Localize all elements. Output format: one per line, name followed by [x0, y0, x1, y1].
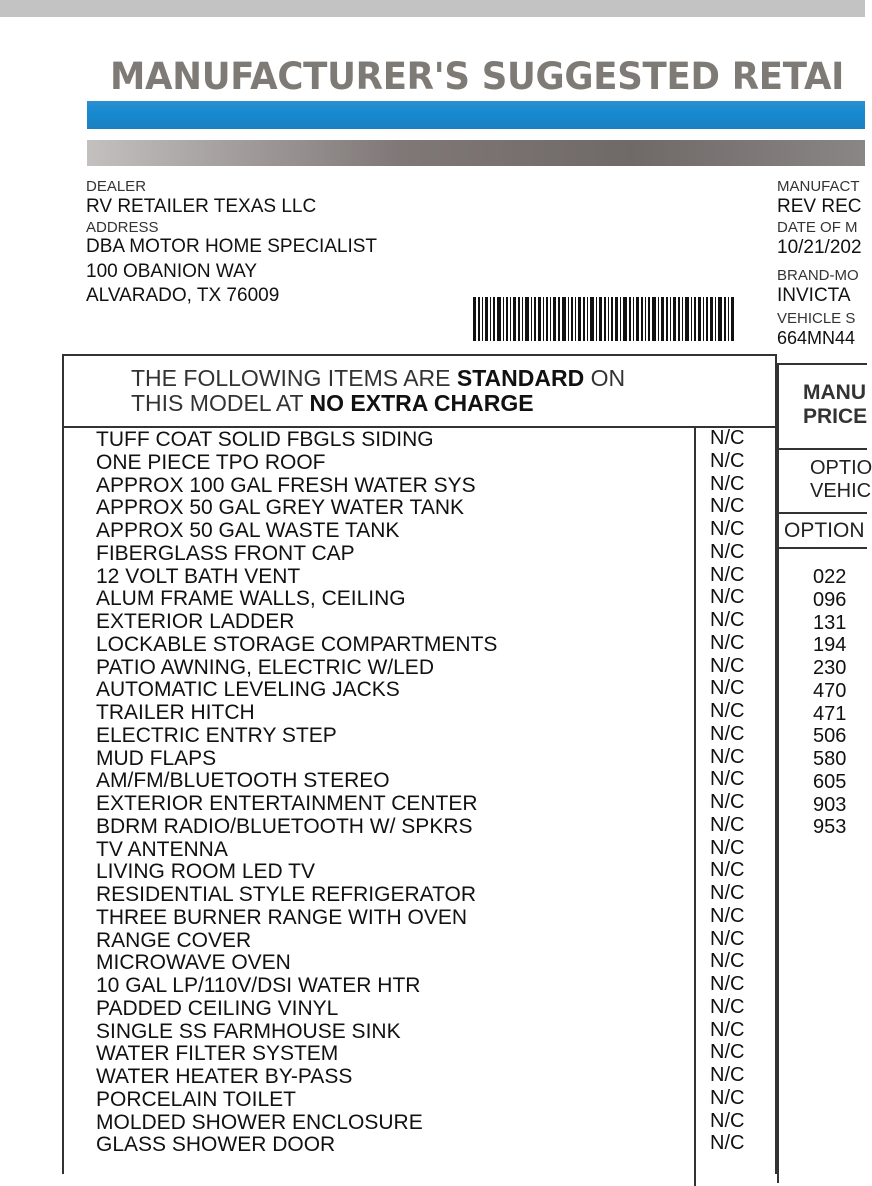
standard-item-price: N/C: [710, 1132, 745, 1155]
standard-item-row: [96, 838, 756, 861]
standard-item-price: N/C: [710, 813, 745, 836]
standard-item-name: 12 VOLT BATH VENT: [96, 564, 301, 588]
standard-item-name: ALUM FRAME WALLS, CEILING: [96, 587, 406, 611]
brand-value: INVICTA: [777, 285, 851, 306]
standard-item-name: RANGE COVER: [96, 928, 252, 952]
title-blue-band: [87, 101, 865, 129]
standard-item-name: WATER FILTER SYSTEM: [96, 1042, 339, 1066]
standard-item-name: AM/FM/BLUETOOTH STEREO: [96, 769, 390, 793]
option-code: 230: [813, 657, 847, 679]
standard-item-row: [96, 633, 756, 656]
standard-item-name: PORCELAIN TOILET: [96, 1087, 296, 1111]
standard-item-name: EXTERIOR LADDER: [96, 610, 295, 633]
standard-item-price: N/C: [710, 654, 745, 677]
standard-item-price: N/C: [710, 950, 745, 973]
standard-item-row: [96, 1065, 756, 1088]
option-code: 605: [813, 770, 847, 793]
standard-item-name: PADDED CEILING VINYL: [96, 996, 339, 1020]
standard-item-name: LOCKABLE STORAGE COMPARTMENTS: [96, 632, 498, 656]
dealer-name: RV RETAILER TEXAS LLC: [86, 196, 317, 217]
standard-item-name: RESIDENTIAL STYLE REFRIGERATOR: [96, 883, 477, 906]
standard-item-name: GLASS SHOWER DOOR: [96, 1133, 336, 1157]
standard-item-price: N/C: [710, 904, 745, 927]
standard-item-row: [96, 565, 756, 588]
brand-label: BRAND-MO: [777, 267, 859, 284]
manufacturer-value: REV REC: [777, 196, 862, 217]
standard-item-row: [96, 792, 756, 815]
title-grey-band: [87, 140, 865, 166]
standard-item-price: N/C: [710, 518, 745, 540]
standard-item-name: MICROWAVE OVEN: [96, 951, 291, 975]
standard-item-name: SINGLE SS FARMHOUSE SINK: [96, 1019, 401, 1043]
standard-item-name: APPROX 50 GAL GREY WATER TANK: [96, 496, 464, 520]
msrp-heading: MANU PRICE: [803, 381, 868, 428]
standard-item-price: N/C: [710, 631, 745, 654]
standard-item-name: BDRM RADIO/BLUETOOTH W/ SPKRS: [96, 814, 473, 838]
standard-item-name: EXTERIOR ENTERTAINMENT CENTER: [96, 792, 478, 815]
standard-item-price: N/C: [710, 836, 745, 859]
standard-item-row: [96, 951, 756, 974]
standard-item-price: N/C: [710, 1086, 745, 1109]
standard-item-price: N/C: [710, 609, 745, 631]
standard-item-price: N/C: [710, 995, 745, 1018]
option-code: 022: [813, 566, 847, 588]
standard-item-price: N/C: [710, 540, 745, 563]
date-label: DATE OF M: [777, 219, 858, 236]
standard-item-price: N/C: [710, 700, 745, 722]
standard-item-price: N/C: [710, 1064, 745, 1086]
standard-item-row: [96, 929, 756, 952]
standard-item-price: N/C: [710, 927, 745, 950]
vehicle-label: VEHICLE S: [777, 310, 856, 327]
standard-item-row: [96, 860, 756, 883]
vehicle-value: 664MN44: [777, 328, 856, 348]
option-code: 903: [813, 793, 847, 816]
standard-item-price: N/C: [710, 427, 745, 449]
standard-item-name: TUFF COAT SOLID FBGLS SIDING: [96, 428, 434, 451]
standard-item-price: N/C: [710, 677, 745, 700]
standard-item-name: APPROX 50 GAL WASTE TANK: [96, 519, 400, 542]
option-code: 471: [813, 702, 847, 725]
standard-item-price: N/C: [710, 973, 745, 995]
option-code: 953: [813, 816, 847, 839]
standard-item-row: [96, 496, 756, 519]
address-line-1: DBA MOTOR HOME SPECIALIST: [86, 236, 378, 257]
standard-item-row: [96, 587, 756, 610]
option-code: 194: [813, 634, 847, 657]
option-code: 470: [813, 679, 847, 702]
standard-item-row: [96, 701, 756, 724]
top-border-strip: [0, 0, 865, 17]
address-line-3: ALVARADO, TX 76009: [86, 285, 280, 306]
standard-item-row: [96, 451, 756, 474]
standard-item-name: APPROX 100 GAL FRESH WATER SYS: [96, 473, 476, 497]
standard-item-name: MUD FLAPS: [96, 746, 217, 770]
sticker-title: MANUFACTURER'S SUGGESTED RETAI: [110, 55, 845, 98]
barcode: [473, 297, 734, 341]
standard-item-name: AUTOMATIC LEVELING JACKS: [96, 678, 400, 702]
standard-item-row: [96, 1042, 756, 1065]
standard-item-price: N/C: [710, 449, 745, 472]
standard-item-price: N/C: [710, 472, 745, 495]
standard-item-price: N/C: [710, 859, 745, 882]
standard-item-row: [96, 883, 756, 906]
standard-item-price: N/C: [710, 563, 745, 586]
standard-item-price: N/C: [710, 882, 745, 904]
option-code: 580: [813, 748, 847, 770]
standard-item-price: N/C: [710, 1018, 745, 1041]
standard-items-header: THE FOLLOWING ITEMS ARE STANDARD ON THIS MODEL AT NO EXTRA CHARGE: [131, 365, 626, 416]
standard-item-row: [96, 815, 756, 838]
standard-item-row: [96, 1111, 756, 1134]
standard-item-row: [96, 724, 756, 747]
standard-item-row: [96, 974, 756, 997]
standard-item-name: FIBERGLASS FRONT CAP: [96, 541, 355, 565]
standard-item-row: [96, 474, 756, 497]
option-code: 096: [813, 588, 847, 611]
option-codes-list: [813, 566, 846, 839]
standard-item-price: N/C: [710, 768, 745, 791]
standard-item-price: N/C: [710, 722, 745, 745]
standard-item-row: [96, 519, 756, 542]
options-label: OPTION: [784, 519, 865, 542]
standard-item-price: N/C: [710, 1041, 745, 1064]
standard-item-price: N/C: [710, 586, 745, 609]
standard-item-price: N/C: [710, 1109, 745, 1132]
standard-item-name: ELECTRIC ENTRY STEP: [96, 723, 337, 747]
standard-item-row: [96, 428, 756, 451]
standard-item-row: [96, 1020, 756, 1043]
date-value: 10/21/202: [777, 237, 862, 258]
standard-item-price: N/C: [710, 745, 745, 768]
standard-item-price: N/C: [710, 791, 745, 813]
options-header-divider: [777, 547, 867, 549]
standard-item-row: [96, 610, 756, 633]
address-label: ADDRESS: [86, 219, 159, 236]
standard-item-row: [96, 769, 756, 792]
standard-item-row: [96, 656, 756, 679]
standard-item-name: LIVING ROOM LED TV: [96, 860, 315, 884]
option-code: 131: [813, 611, 847, 634]
manufacturer-label: MANUFACT: [777, 178, 860, 195]
standard-item-row: [96, 906, 756, 929]
standard-item-row: [96, 997, 756, 1020]
standard-item-name: MOLDED SHOWER ENCLOSURE: [96, 1110, 423, 1134]
option-code: 506: [813, 725, 847, 748]
standard-item-row: [96, 1088, 756, 1111]
standard-item-name: WATER HEATER BY-PASS: [96, 1065, 353, 1088]
standard-item-name: TV ANTENNA: [96, 837, 228, 861]
standard-item-name: PATIO AWNING, ELECTRIC W/LED: [96, 655, 434, 679]
standard-item-name: THREE BURNER RANGE WITH OVEN: [96, 905, 468, 929]
standard-item-row: [96, 1133, 756, 1156]
standard-item-row: [96, 542, 756, 565]
msrp-header-divider: [777, 448, 867, 450]
dealer-label: DEALER: [86, 178, 147, 195]
standard-item-name: ONE PIECE TPO ROOF: [96, 450, 326, 474]
address-line-2: 100 OBANION WAY: [86, 261, 258, 282]
standard-item-price: N/C: [710, 495, 745, 518]
standard-item-row: [96, 747, 756, 770]
msrp-sub-divider: [777, 512, 867, 514]
standard-item-row: [96, 678, 756, 701]
standard-item-name: TRAILER HITCH: [96, 701, 255, 724]
standard-items-list: [96, 428, 756, 1156]
options-subheading: OPTIO VEHIC: [810, 457, 872, 502]
standard-item-name: 10 GAL LP/110V/DSI WATER HTR: [96, 974, 421, 997]
